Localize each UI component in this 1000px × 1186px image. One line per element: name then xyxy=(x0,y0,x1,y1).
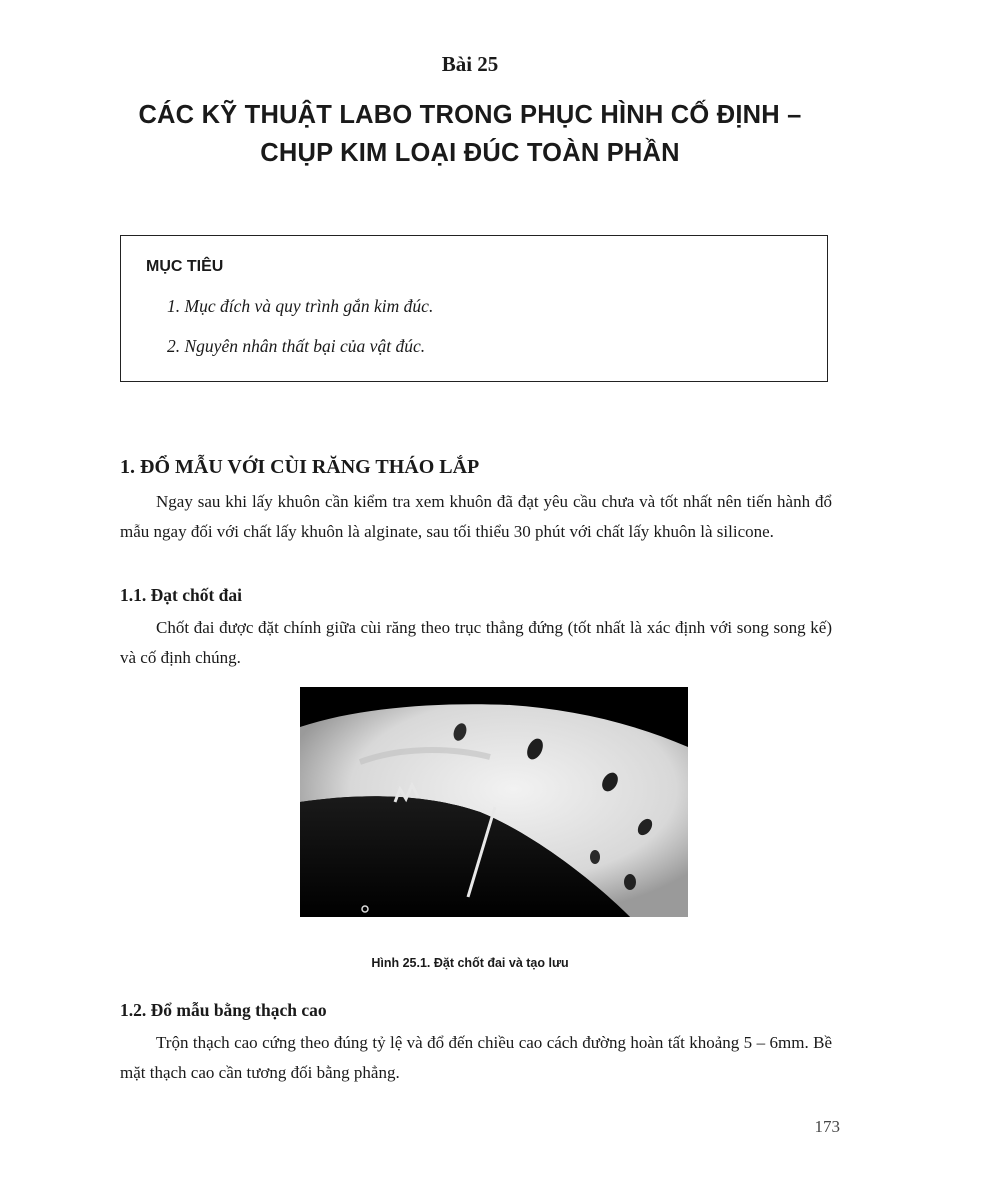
page-number: 173 xyxy=(814,1117,840,1136)
section-1-heading: 1. ĐỔ MẪU VỚI CÙI RĂNG THÁO LẮP xyxy=(120,456,480,478)
objective-item-1: 1. Mục đích và quy trình gắn kim đúc. xyxy=(167,296,434,316)
figure-caption: Hình 25.1. Đặt chốt đai và tạo lưu xyxy=(371,956,569,970)
objectives-heading: MỤC TIÊU xyxy=(146,258,224,275)
section-1-2-heading: 1.2. Đổ mẫu bằng thạch cao xyxy=(120,1000,327,1020)
objectives-box xyxy=(120,235,828,382)
lesson-number: Bài 25 xyxy=(441,52,499,76)
title-line-1: CÁC KỸ THUẬT LABO TRONG PHỤC HÌNH CỐ ĐỊNH – xyxy=(138,101,802,129)
section-1-1-heading: 1.1. Đạt chốt đai xyxy=(120,585,243,605)
title-line-2: CHỤP KIM LOẠI ĐÚC TOÀN PHẦN xyxy=(260,139,680,167)
section-1-1-paragraph: Chốt đai được đặt chính giữa cùi răng theo trục thẳng đứng (tốt nhất là xác định với song song kế) và cố định chúng. xyxy=(120,618,832,667)
section-1-paragraph: Ngay sau khi lấy khuôn cần kiểm tra xem khuôn đã đạt yêu cầu chưa và tốt nhất nên tiến hành đổ mẫu ngay đối với chất lấy khuôn là alginate, sau tối thiểu 30 phút với chất lấy khuôn là silicone. xyxy=(120,492,832,541)
page-title xyxy=(60,96,880,172)
section-1-2-paragraph: Trộn thạch cao cứng theo đúng tỷ lệ và đổ đến chiều cao cách đường hoàn tất khoảng 5 – 6mm. Bề mặt thạch cao cần tương đối bằng phẳng. xyxy=(120,1033,832,1082)
figure-photo xyxy=(300,687,688,917)
dental-model-photo xyxy=(300,687,688,917)
objective-item-2: 2. Nguyên nhân thất bại của vật đúc. xyxy=(167,336,426,356)
